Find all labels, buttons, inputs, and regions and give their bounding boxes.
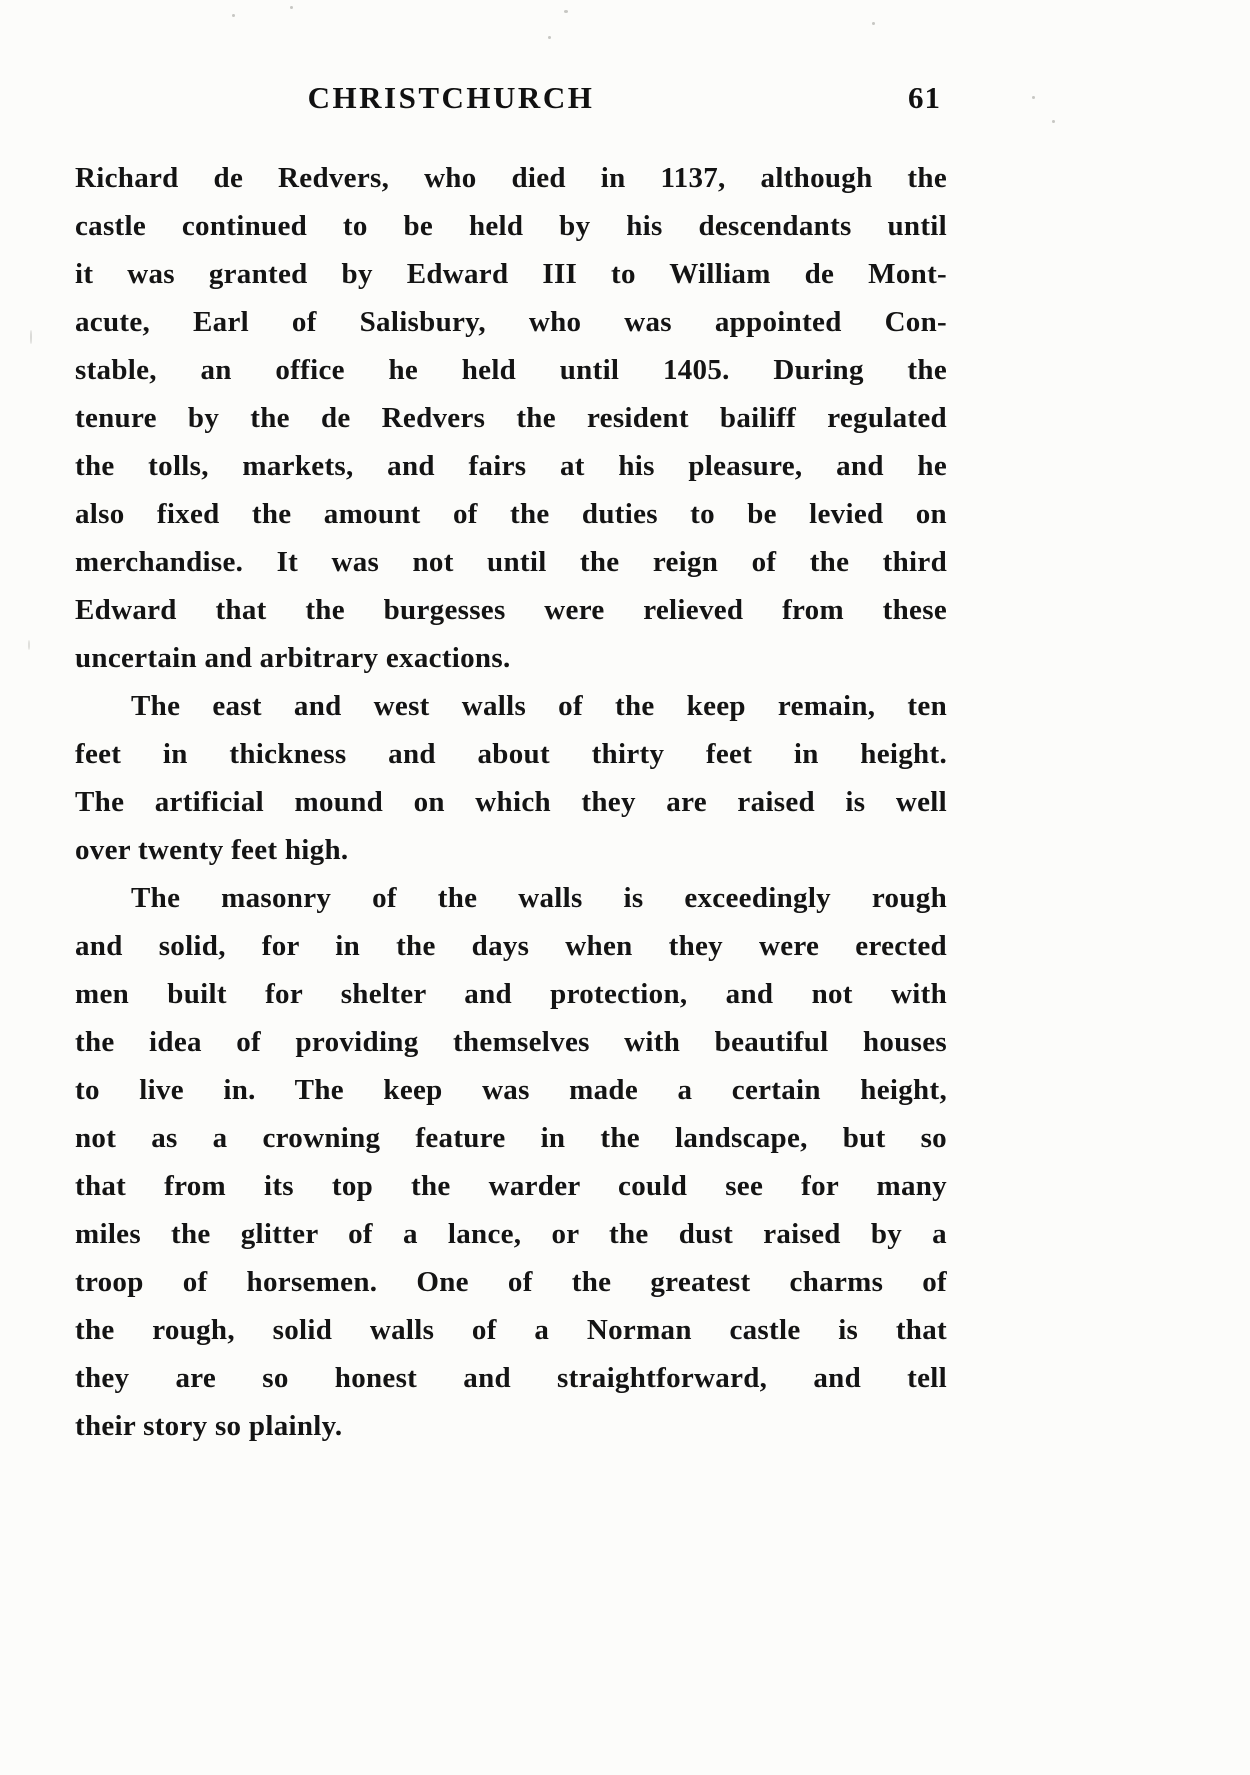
text-line: they are so honest and straightforward, and tell [75,1362,947,1394]
text-line: the idea of providing themselves with beautiful houses [75,1026,947,1058]
text-line: The masonry of the walls is exceedingly rough [131,882,947,914]
text-line: tenure by the de Redvers the resident bailiff regulated [75,402,947,434]
text-line: over twenty feet high. [75,834,349,866]
text-line: stable, an office he held until 1405. During the [75,354,947,386]
scan-speckle [28,640,30,650]
text-column [75,80,947,1450]
scan-speckle [290,6,293,9]
text-line: that from its top the warder could see for many [75,1170,947,1202]
scan-speckle [1052,120,1055,123]
text-line: The east and west walls of the keep remain, ten [131,690,947,722]
scan-speckle [1032,96,1035,99]
text-line: Edward that the burgesses were relieved from these [75,594,947,626]
text-line: feet in thickness and about thirty feet in height. [75,738,947,770]
page-header [75,80,947,138]
text-line: the tolls, markets, and fairs at his pleasure, and he [75,450,947,482]
text-line: their story so plainly. [75,1410,343,1442]
scan-speckle [548,36,551,39]
text-line: miles the glitter of a lance, or the dust raised by a [75,1218,947,1250]
scan-speckle [564,10,568,13]
text-line: it was granted by Edward III to William de Mont- [75,258,947,290]
text-line: uncertain and arbitrary exactions. [75,642,511,674]
page-number: 61 [908,80,941,115]
scan-speckle [872,22,875,25]
paragraph [75,154,947,682]
text-line: men built for shelter and protection, and not with [75,978,947,1010]
paragraph [75,874,947,1450]
scan-speckle [30,330,32,344]
text-line: also fixed the amount of the duties to be levied on [75,498,947,530]
text-line: acute, Earl of Salisbury, who was appointed Con- [75,306,947,338]
text-line: not as a crowning feature in the landscape, but so [75,1122,947,1154]
text-line: and solid, for in the days when they were erected [75,930,947,962]
text-line: castle continued to be held by his descendants until [75,210,947,242]
page-title: CHRISTCHURCH [307,80,595,115]
text-line: Richard de Redvers, who died in 1137, although the [75,162,947,194]
page-body [75,154,947,1450]
text-line: the rough, solid walls of a Norman castle is that [75,1314,947,1346]
text-line: merchandise. It was not until the reign of the third [75,546,947,578]
text-line: The artificial mound on which they are raised is well [75,786,947,818]
text-line: troop of horsemen. One of the greatest charms of [75,1266,947,1298]
scan-speckle [232,14,235,17]
text-line: to live in. The keep was made a certain height, [75,1074,947,1106]
paragraph [75,682,947,874]
